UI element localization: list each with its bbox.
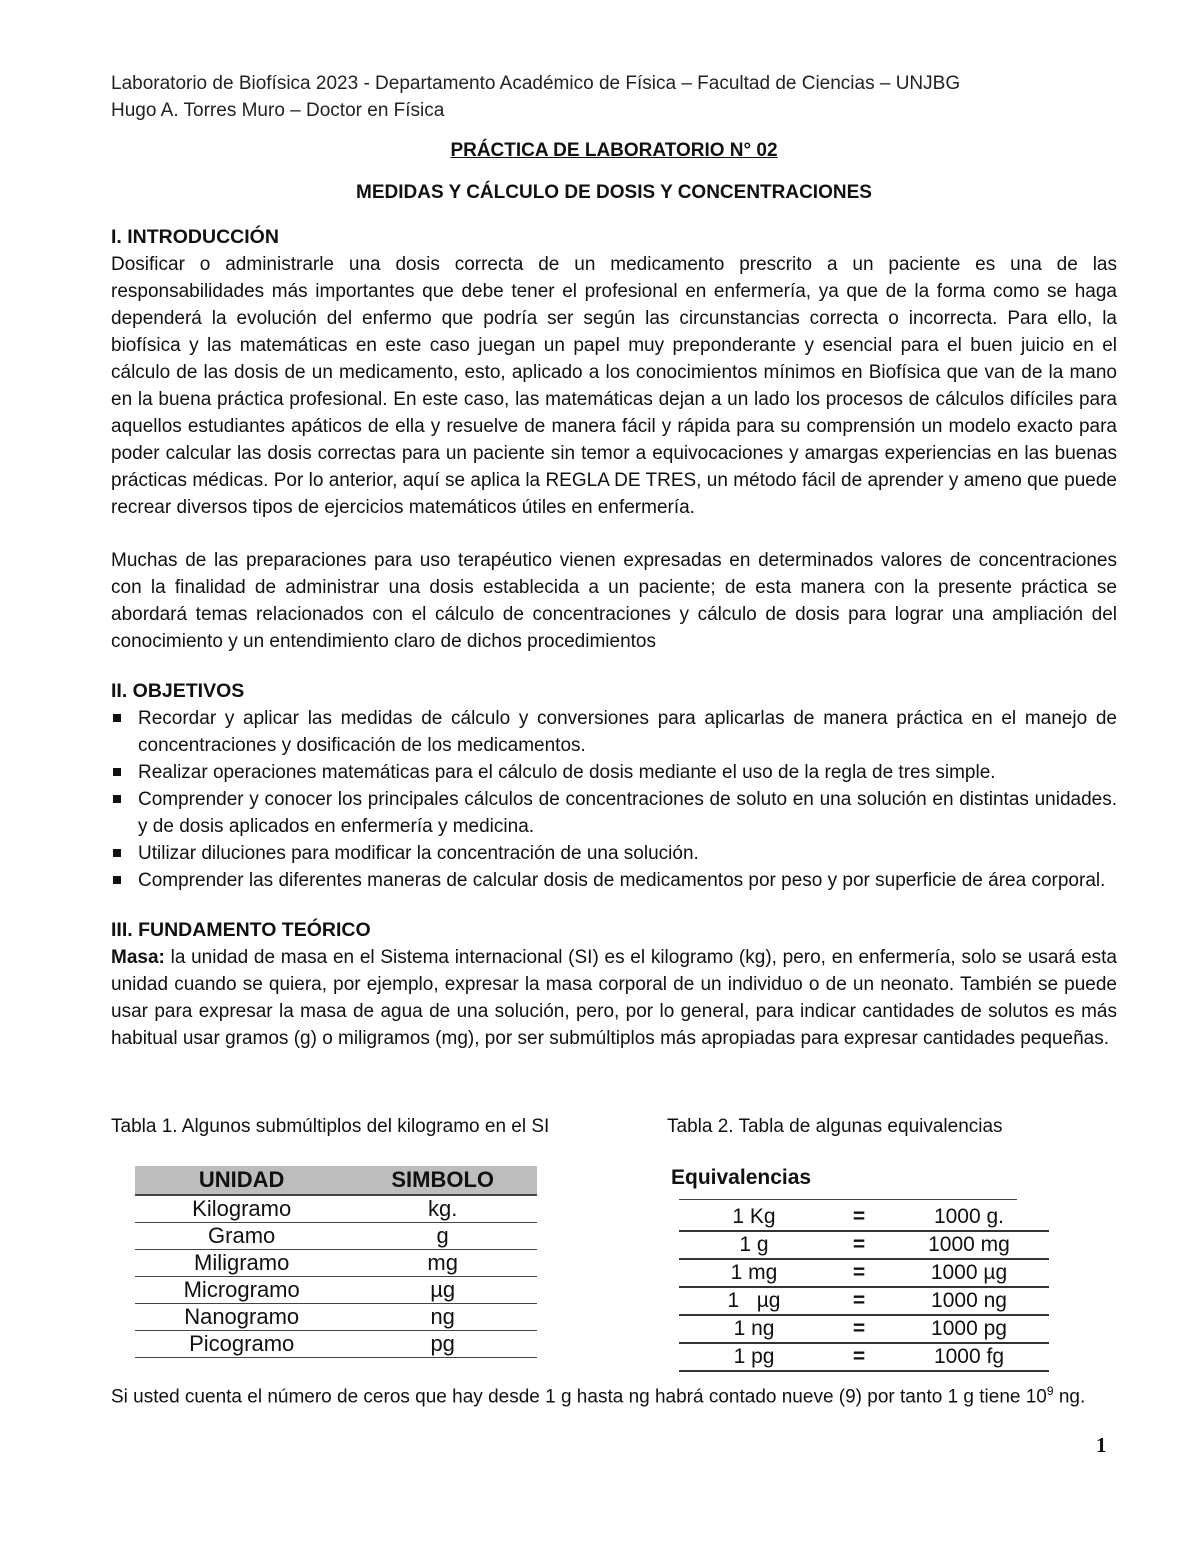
equivalences-table <box>679 1204 1049 1372</box>
page-number: 1 <box>1096 1433 1107 1457</box>
table-row: Gramo g <box>135 1223 537 1250</box>
equivalences-rule <box>679 1199 1017 1200</box>
units-table <box>135 1166 537 1358</box>
table-row: Nanogramo ng <box>135 1304 537 1331</box>
intro-paragraph-1: Dosificar o administrarle una dosis correcta de un medicamento prescrito a un paciente es una de las responsabilidades más importantes que debe tener el profesional en enfermería, ya que de la forma como se haga dependerá la evolución del enfermo que podría ser según las circunstancias correcta o incorrecta. Para ello, la biofísica y las matemáticas en este caso juegan un papel muy preponderante y esencial para el buen juicio en el cálculo de las dosis de un medicamento, esto, aplicado a los conocimientos mínimos en Biofísica que van de la mano en la buena práctica profesional. En este caso, las matemáticas dejan a un lado los procesos de cálculos difíciles para aquellos estudiantes apáticos de ella y resuelve de manera fácil y rápida para su comprensión un modelo exacto para poder calcular las dosis correctas para un paciente sin temor a equivocaciones y amargas experiencias en las buenas prácticas médicas. Por lo anterior, aquí se aplica la REGLA DE TRES, un método fácil de aprender y ameno que puede recrear diversos tipos de ejercicios matemáticos útiles en enfermería. <box>111 254 1117 518</box>
table-row: 1 mg = 1000 µg <box>679 1259 1049 1287</box>
intro-heading: I. INTRODUCCIÓN <box>111 226 279 248</box>
table-row: 1 µg = 1000 ng <box>679 1287 1049 1315</box>
theory-heading: III. FUNDAMENTO TEÓRICO <box>111 919 371 941</box>
document-page <box>111 70 1117 1408</box>
table-row: 1 Kg = 1000 g. <box>679 1204 1049 1231</box>
table-row: 1 ng = 1000 pg <box>679 1315 1049 1343</box>
table-row: Miligramo mg <box>135 1250 537 1277</box>
closing-sentence: Si usted cuenta el número de ceros que hay desde 1 g hasta ng habrá contado nueve (9) por tanto 1 g tiene $10^9$ ng. <box>111 1384 1086 1408</box>
page-subtitle: MEDIDAS Y CÁLCULO DE DOSIS Y CONCENTRACIONES <box>356 182 872 203</box>
bullet-square-icon <box>113 876 121 884</box>
table-row: Picogramo pg <box>135 1331 537 1358</box>
equivalences-title: Equivalencias <box>671 1166 812 1189</box>
table-header-unit: UNIDAD <box>135 1166 348 1195</box>
list-item: Comprender y conocer los principales cálculos de concentraciones de soluto en una solución en distintas unidades. y de dosis aplicados en enfermería y medicina. <box>111 786 1117 840</box>
bullet-square-icon <box>113 849 121 857</box>
table-row: 1 g = 1000 mg <box>679 1231 1049 1259</box>
table-row: 1 pg = 1000 fg <box>679 1343 1049 1371</box>
exponent: 9 <box>1046 1384 1054 1398</box>
table-row: Microgramo µg <box>135 1277 537 1304</box>
table1-caption: Tabla 1. Algunos submúltiplos del kilogramo en el SI <box>111 1116 550 1137</box>
objectives-heading: II. OBJETIVOS <box>111 680 245 702</box>
intro-paragraph-2: Muchas de las preparaciones para uso terapéutico vienen expresadas en determinados valores de concentraciones con la finalidad de administrar una dosis establecida a un paciente; de esta manera con la presente práctica se abordará temas relacionados con el cálculo de concentraciones y cálculo de dosis para lograr una ampliación del conocimiento y un entendimiento claro de dichos procedimientos <box>111 550 1117 652</box>
mass-paragraph: Masa: la unidad de masa en el Sistema internacional (SI) es el kilogramo (kg), pero, en enfermería, solo se usará esta unidad cuando se quiera, por ejemplo, expresar la masa corporal de un individuo o de un neonato. También se puede usar para expresar la masa de agua de una solución, pero, por lo general, para indicar cantidades de solutos es más habitual usar gramos (g) o miligramos (mg), por ser submúltiplos más apropiadas para expresar cantidades pequeñas. <box>111 947 1117 1049</box>
table2-caption: Tabla 2. Tabla de algunas equivalencias <box>667 1116 1003 1137</box>
table-header-symbol: SIMBOLO <box>348 1166 537 1195</box>
objectives-list <box>111 705 1117 894</box>
bullet-square-icon <box>113 768 121 776</box>
list-item: Comprender las diferentes maneras de calcular dosis de medicamentos por peso y por superficie de área corporal. <box>111 867 1117 894</box>
page-title: PRÁCTICA DE LABORATORIO N° 02 <box>450 140 778 161</box>
list-item: Recordar y aplicar las medidas de cálculo y conversiones para aplicarlas de manera práctica en el manejo de concentraciones y dosificación de los medicamentos. <box>111 705 1117 759</box>
bullet-square-icon <box>113 795 121 803</box>
list-item: Utilizar diluciones para modificar la concentración de una solución. <box>111 840 1117 867</box>
list-item: Realizar operaciones matemáticas para el cálculo de dosis mediante el uso de la regla de tres simple. <box>111 759 1117 786</box>
header-line-2: Hugo A. Torres Muro – Doctor en Física <box>111 100 445 121</box>
header-line-1: Laboratorio de Biofísica 2023 - Departamento Académico de Física – Facultad de Ciencias – UNJBG <box>111 73 961 94</box>
bullet-square-icon <box>113 714 121 722</box>
table-row: Kilogramo kg. <box>135 1195 537 1223</box>
mass-label: Masa: <box>111 947 165 968</box>
